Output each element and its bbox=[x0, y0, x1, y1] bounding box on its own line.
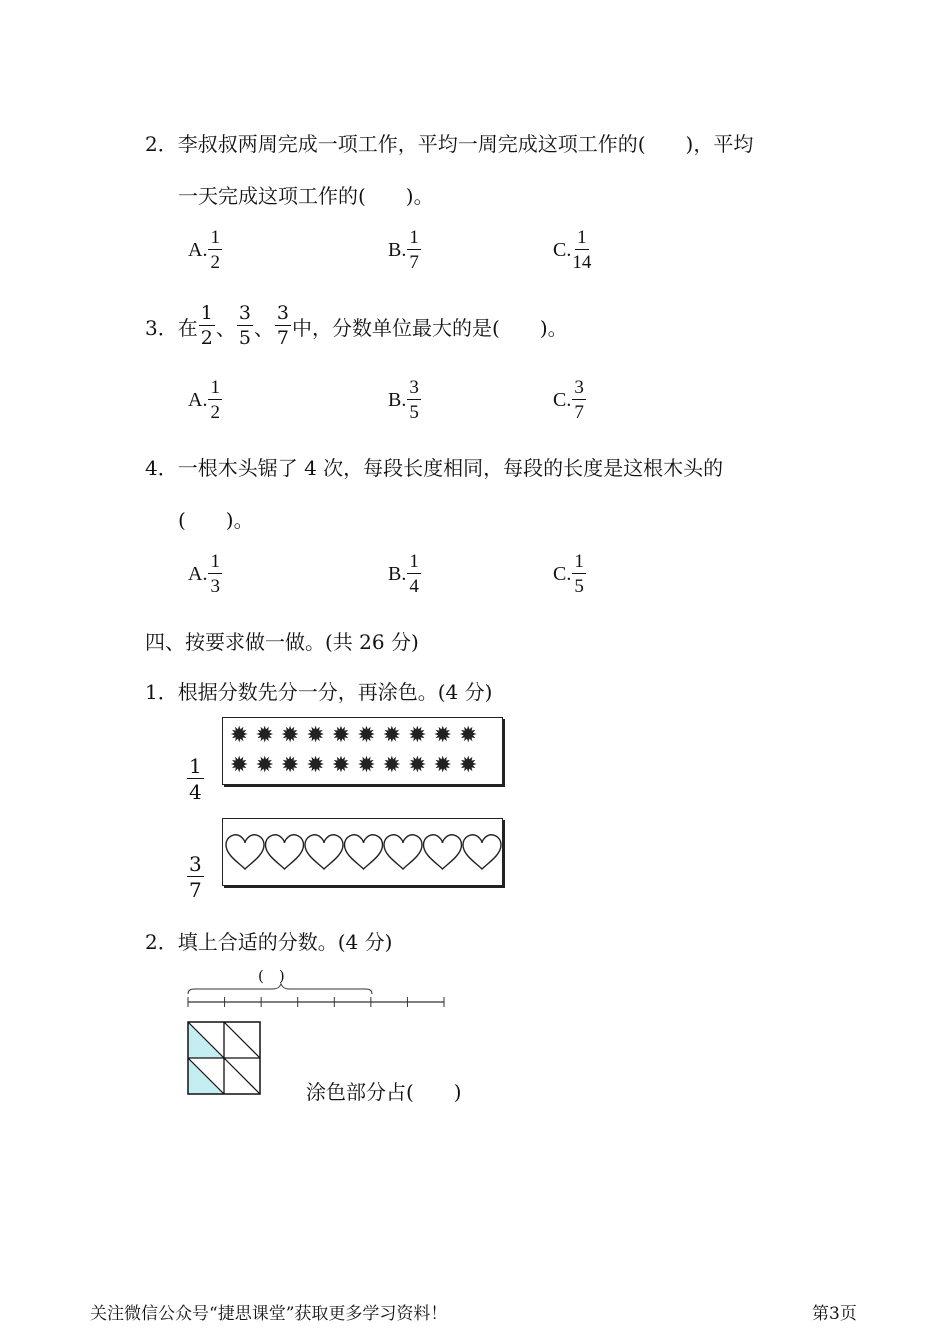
sun-icon: ✹ bbox=[306, 723, 325, 748]
fraction: $\frac{3}{7}$ bbox=[276, 302, 290, 349]
sun-icon: ✹ bbox=[230, 753, 249, 778]
sun-icon: ✹ bbox=[280, 723, 300, 748]
brace bbox=[188, 984, 372, 994]
sun-icon: ✹ bbox=[408, 723, 427, 748]
sun-icon: ✹ bbox=[255, 723, 274, 748]
sun-row bbox=[230, 725, 477, 747]
section-4-problem-1-title: 1．根据分数先分一分，再涂色。(4 分) bbox=[145, 680, 493, 704]
question-4-line2: ( )。 bbox=[178, 508, 254, 532]
sun-icon: ✹ bbox=[382, 753, 402, 778]
page-number: 第3页 bbox=[812, 1304, 857, 1324]
fraction: $\frac{3}{5}$ bbox=[409, 377, 419, 423]
heart-icon bbox=[266, 835, 304, 869]
fraction-one-quarter-label: $\frac{1}{4}$ bbox=[189, 754, 202, 804]
question-4-line1: 4．一根木头锯了 4 次，每段长度相同，每段的长度是这根木头的 bbox=[145, 456, 724, 480]
q3-option-a[interactable]: A. $\frac{1}{2}$ bbox=[188, 377, 220, 423]
sun-shape-box[interactable] bbox=[222, 717, 503, 785]
question-2-line1: 2．李叔叔两周完成一项工作，平均一周完成这项工作的( )，平均 bbox=[145, 132, 754, 156]
section-4-problem-2-title: 2．填上合适的分数。(4 分) bbox=[145, 930, 393, 954]
hearts-row bbox=[223, 819, 502, 885]
sun-icon: ✹ bbox=[382, 723, 402, 748]
fraction: $\frac{1}{2}$ bbox=[200, 302, 213, 349]
fraction: $\frac{1}{14}$ bbox=[572, 227, 592, 273]
q2-option-b[interactable]: B. $\frac{1}{7}$ bbox=[388, 227, 419, 273]
footer-note: 关注微信公众号“捷思课堂”获取更多学习资料！ bbox=[90, 1304, 448, 1324]
q4-option-c[interactable]: C. $\frac{1}{5}$ bbox=[553, 551, 584, 597]
sun-icon: ✹ bbox=[331, 723, 351, 748]
fraction: $\frac{3}{5}$ bbox=[238, 302, 251, 349]
sun-icon: ✹ bbox=[357, 723, 376, 748]
sun-icon: ✹ bbox=[357, 753, 376, 778]
heart-shape-box[interactable] bbox=[222, 818, 503, 886]
question-2-line2: 一天完成这项工作的( )。 bbox=[178, 184, 434, 208]
fraction: $\frac{1}{7}$ bbox=[409, 227, 419, 273]
sun-icon: ✹ bbox=[331, 753, 351, 778]
q3-option-c[interactable]: C. $\frac{3}{7}$ bbox=[553, 377, 584, 423]
heart-icon bbox=[384, 835, 422, 869]
sun-icon: ✹ bbox=[255, 753, 274, 778]
sun-icon: ✹ bbox=[306, 753, 325, 778]
fraction: $\frac{1}{4}$ bbox=[409, 551, 419, 597]
q2-option-c[interactable]: C. $\frac{1}{14}$ bbox=[553, 227, 592, 273]
sun-icon: ✹ bbox=[433, 753, 452, 778]
sun-icon: ✹ bbox=[458, 723, 478, 748]
sun-icon: ✹ bbox=[458, 753, 478, 778]
heart-icon bbox=[226, 835, 264, 869]
sun-icon: ✹ bbox=[433, 723, 452, 748]
q2-option-a[interactable]: A. $\frac{1}{2}$ bbox=[188, 227, 220, 273]
section-4-title: 四、按要求做一做。(共 26 分) bbox=[145, 630, 419, 654]
shaded-square-grid bbox=[186, 1020, 266, 1098]
heart-icon bbox=[305, 835, 343, 869]
fraction: $\frac{1}{2}$ bbox=[210, 377, 220, 423]
sun-row bbox=[230, 755, 477, 777]
fraction: $\frac{3}{7}$ bbox=[574, 377, 584, 423]
fraction: $\frac{1}{5}$ bbox=[574, 551, 584, 597]
heart-icon bbox=[424, 835, 462, 869]
number-line-blank[interactable]: ( ) bbox=[258, 967, 285, 985]
fraction-three-sevenths-label: $\frac{3}{7}$ bbox=[189, 852, 202, 902]
sun-icon: ✹ bbox=[230, 723, 249, 748]
sun-icon: ✹ bbox=[408, 753, 427, 778]
q4-option-a[interactable]: A. $\frac{1}{3}$ bbox=[188, 551, 220, 597]
q4-option-b[interactable]: B. $\frac{1}{4}$ bbox=[388, 551, 419, 597]
heart-icon bbox=[463, 835, 501, 869]
fraction: $\frac{1}{2}$ bbox=[210, 227, 220, 273]
fraction: $\frac{1}{3}$ bbox=[210, 551, 220, 597]
question-3-stem: 3．在 $\frac{1}{2}$ 、 $\frac{3}{5}$ 、 $\frac{3}{7}$ 中，分数单位最大的是( )。 bbox=[145, 302, 568, 349]
number-line bbox=[180, 980, 450, 1010]
sun-icon: ✹ bbox=[280, 753, 300, 778]
shaded-part-question: 涂色部分占( ) bbox=[306, 1080, 462, 1104]
heart-icon bbox=[345, 835, 383, 869]
q3-option-b[interactable]: B. $\frac{3}{5}$ bbox=[388, 377, 419, 423]
